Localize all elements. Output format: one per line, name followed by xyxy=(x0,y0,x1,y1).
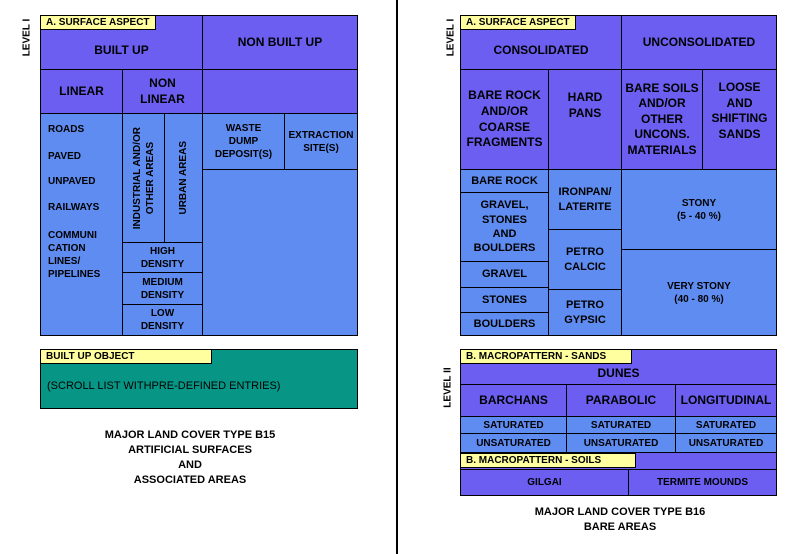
termite-mounds-cell[interactable]: TERMITE MOUNDS xyxy=(628,469,777,496)
medium-density-cell[interactable]: MEDIUM DENSITY xyxy=(122,272,203,305)
macropattern-soils-tag: B. MACROPATTERN - SOILS xyxy=(460,453,636,468)
unpaved-item[interactable]: UNPAVED xyxy=(48,176,96,187)
caption-b15: MAJOR LAND COVER TYPE B15 ARTIFICIAL SURFACES AND ASSOCIATED AREAS xyxy=(104,429,276,486)
gilgai-cell[interactable]: GILGAI xyxy=(460,469,629,496)
unsaturated-longitudinal-cell[interactable]: UNSATURATED xyxy=(675,433,777,453)
saturated-parabolic-cell[interactable]: SATURATED xyxy=(566,416,676,434)
high-density-cell[interactable]: HIGH DENSITY xyxy=(122,242,203,273)
paved-item[interactable]: PAVED xyxy=(48,151,81,162)
urban-label: URBAN AREAS xyxy=(178,141,189,215)
linear-items-cell xyxy=(40,113,123,336)
communication-item[interactable]: COMMUNI CATION LINES/ PIPELINES xyxy=(48,230,101,280)
non-built-up-empty-cell xyxy=(202,69,358,114)
longitudinal-cell[interactable]: LONGITUDINAL xyxy=(675,384,777,417)
industrial-cell[interactable] xyxy=(122,113,165,243)
roads-item[interactable]: ROADS xyxy=(48,124,85,135)
stones-cell[interactable]: STONES xyxy=(460,287,549,313)
barchans-cell[interactable]: BARCHANS xyxy=(460,384,567,417)
waste-dump-cell[interactable]: WASTE DUMP DEPOSIT(S) xyxy=(202,113,285,170)
level-2-label-right: LEVEL II xyxy=(442,367,454,408)
ironpan-cell[interactable]: IRONPAN/ LATERITE xyxy=(548,169,622,230)
caption-b16: MAJOR LAND COVER TYPE B16 BARE AREAS xyxy=(534,506,706,533)
saturated-longitudinal-cell[interactable]: SATURATED xyxy=(675,416,777,434)
hard-pans-cell[interactable]: HARD PANS xyxy=(548,69,622,170)
consolidated-cell[interactable]: CONSOLIDATED xyxy=(460,15,622,70)
unsaturated-barchans-cell[interactable]: UNSATURATED xyxy=(460,433,567,453)
surface-aspect-tag-right: A. SURFACE ASPECT xyxy=(460,15,576,30)
parabolic-cell[interactable]: PARABOLIC xyxy=(566,384,676,417)
macropattern-sands-tag: B. MACROPATTERN - SANDS xyxy=(460,349,632,364)
petro-gypsic-cell[interactable]: PETRO GYPSIC xyxy=(548,289,622,336)
bare-rock-cell[interactable]: BARE ROCK xyxy=(460,169,549,193)
railways-item[interactable]: RAILWAYS xyxy=(48,202,100,213)
stony-cell[interactable]: STONY (5 - 40 %) xyxy=(621,169,777,250)
urban-cell[interactable] xyxy=(164,113,203,243)
bare-soils-cell[interactable]: BARE SOILS AND/OR OTHER UNCONS. MATERIALS xyxy=(621,69,703,170)
non-built-up-blank-cell xyxy=(202,169,358,336)
gravel-stones-boulders-cell[interactable]: GRAVEL, STONES AND BOULDERS xyxy=(460,192,549,262)
saturated-barchans-cell[interactable]: SATURATED xyxy=(460,416,567,434)
boulders-cell[interactable]: BOULDERS xyxy=(460,312,549,336)
loose-sands-cell[interactable]: LOOSE AND SHIFTING SANDS xyxy=(702,69,777,170)
panel-divider xyxy=(396,0,398,554)
built-up-cell[interactable]: BUILT UP xyxy=(40,15,203,70)
built-up-object-tag: BUILT UP OBJECT xyxy=(40,349,212,364)
scroll-list[interactable]: (SCROLL LIST WITHPRE-DEFINED ENTRIES) xyxy=(40,349,358,409)
bare-rock-coarse-cell[interactable]: BARE ROCK AND/OR COARSE FRAGMENTS xyxy=(460,69,549,170)
low-density-cell[interactable]: LOW DENSITY xyxy=(122,304,203,336)
industrial-label: INDUSTRIAL AND/OR OTHER AREAS xyxy=(131,126,156,230)
unsaturated-parabolic-cell[interactable]: UNSATURATED xyxy=(566,433,676,453)
non-linear-cell[interactable]: NON LINEAR xyxy=(122,69,203,114)
petro-calcic-cell[interactable]: PETRO CALCIC xyxy=(548,229,622,290)
surface-aspect-tag-left: A. SURFACE ASPECT xyxy=(40,15,156,30)
unconsolidated-cell[interactable]: UNCONSOLIDATED xyxy=(621,15,777,70)
very-stony-cell[interactable]: VERY STONY (40 - 80 %) xyxy=(621,249,777,336)
level-1-label-left: LEVEL I xyxy=(21,18,33,57)
level-1-label-right: LEVEL I xyxy=(445,18,457,57)
non-built-up-cell[interactable]: NON BUILT UP xyxy=(202,15,358,70)
dunes-cell[interactable]: DUNES xyxy=(460,349,777,385)
linear-cell[interactable]: LINEAR xyxy=(40,69,123,114)
extraction-site-cell[interactable]: EXTRACTION SITE(S) xyxy=(284,113,358,170)
gravel-cell[interactable]: GRAVEL xyxy=(460,261,549,288)
